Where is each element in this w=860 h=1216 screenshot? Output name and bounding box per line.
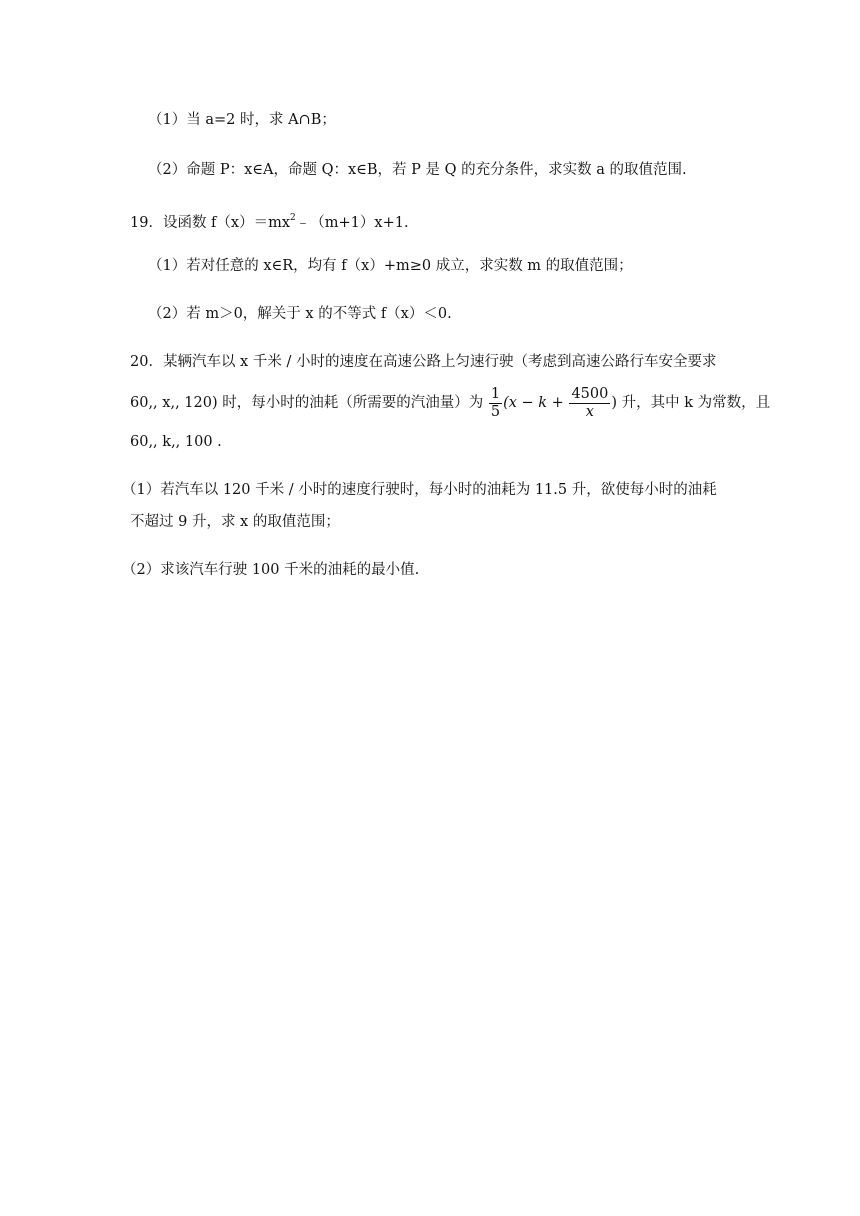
- q20-part1-line1: （1）若汽车以 120 千米 / 小时的速度行驶时，每小时的油耗为 11.5 升，欲使每小时的油耗: [122, 482, 717, 498]
- q20-stem-line3: 60,, k,, 100 .: [130, 434, 222, 450]
- fraction-denominator: x: [585, 403, 594, 420]
- fraction-4500-over-x: [569, 386, 610, 421]
- q18-part2: （2）命题 P：x∈A，命题 Q：x∈B，若 P 是 Q 的充分条件，求实数 a 的取值范围.: [148, 162, 687, 178]
- fraction-numerator: 1: [490, 385, 501, 402]
- expression-middle: (x − k +: [503, 395, 564, 411]
- q19-part1: （1）若对任意的 x∈R，均有 f（x）+m≥0 成立，求实数 m 的取值范围；: [148, 258, 633, 274]
- q20-part1-line2: 不超过 9 升，求 x 的取值范围；: [130, 514, 340, 530]
- q19-stem: [130, 208, 409, 233]
- q19-exponent: 2: [290, 213, 296, 223]
- q18-part1: （1）当 a=2 时，求 A∩B；: [148, 112, 336, 128]
- q19-stem-prefix: 19．设函数 f（x）＝mx: [130, 215, 291, 231]
- q20-condition-text: 60,, x,, 120) 时，每小时的油耗（所需要的汽油量）为: [130, 395, 484, 411]
- q19-stem-suffix: ﹣（m+1）x+1.: [295, 215, 409, 231]
- fraction-denominator: 5: [490, 403, 501, 420]
- fraction-numerator: 4500: [571, 385, 609, 402]
- fraction-one-fifth: [489, 386, 502, 421]
- q20-stem-tail: ) 升，其中 k 为常数，且: [611, 395, 771, 411]
- q20-stem-line2: [130, 383, 770, 423]
- q19-part2: （2）若 m＞0，解关于 x 的不等式 f（x）＜0.: [148, 306, 452, 322]
- q20-part2: （2）求该汽车行驶 100 千米的油耗的最小值.: [122, 562, 420, 578]
- q20-stem-line1: 20．某辆汽车以 x 千米 / 小时的速度在高速公路上匀速行驶（考虑到高速公路行车安全要求: [130, 354, 717, 370]
